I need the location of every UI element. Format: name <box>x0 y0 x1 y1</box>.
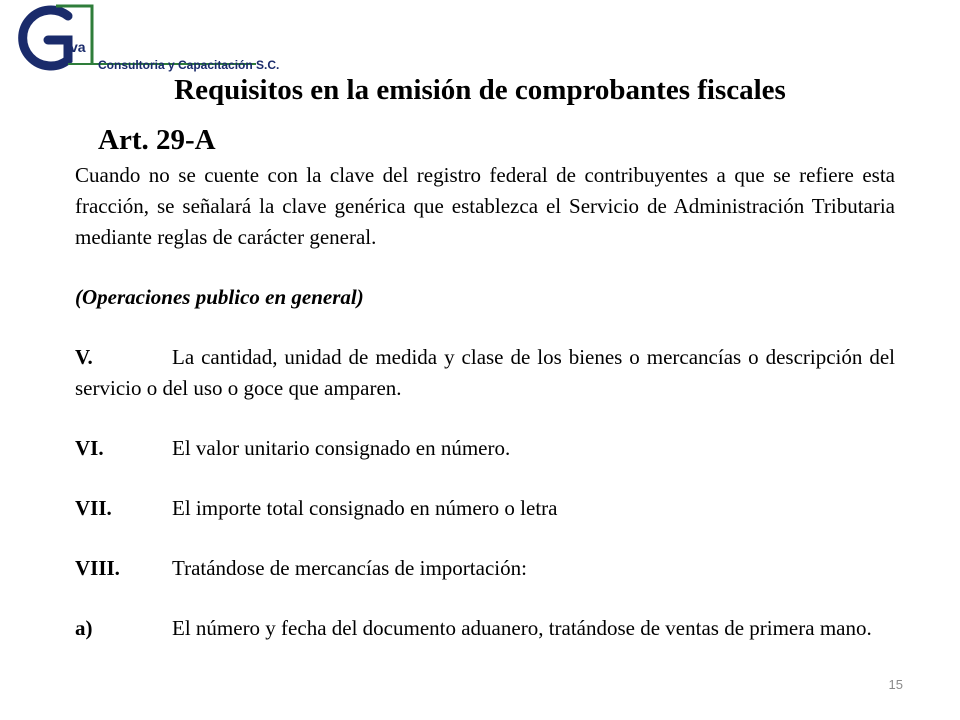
item-text: El importe total consignado en número o letra <box>172 496 558 520</box>
logo-letters: va <box>70 39 86 55</box>
item-number: VI. <box>75 436 104 460</box>
item-text: Tratándose de mercancías de importación: <box>172 556 527 580</box>
note-text: (Operaciones publico en general) <box>75 285 364 309</box>
item-viii <box>75 553 895 584</box>
item-number: a) <box>75 616 93 640</box>
item-a <box>75 613 895 644</box>
item-text: La cantidad, unidad de medida y clase de los bienes o mercancías o descripción del servicio o del uso o goce que amparen. <box>75 345 895 400</box>
slide-title: Requisitos en la emisión de comprobantes fiscales <box>174 74 786 106</box>
item-v <box>75 342 895 404</box>
item-vii <box>75 493 895 524</box>
item-text: El valor unitario consignado en número. <box>172 436 511 460</box>
company-logo <box>6 2 280 80</box>
item-number: V. <box>75 345 93 369</box>
intro-paragraph: Cuando no se cuente con la clave del registro federal de contribuyentes a que se refiere esta fracción, se señalará la clave genérica que establezca el Servicio de Administración Tributaria mediante reglas de carácter general. <box>75 163 895 249</box>
item-number: VIII. <box>75 556 120 580</box>
page-number: 15 <box>888 677 903 692</box>
item-vi <box>75 433 895 464</box>
company-name: Consultoria y Capacitación S.C. <box>98 58 280 72</box>
article-heading: Art. 29-A <box>98 124 216 156</box>
item-text: El número y fecha del documento aduanero, tratándose de ventas de primera mano. <box>172 616 872 640</box>
item-number: VII. <box>75 496 112 520</box>
slide-body <box>75 160 895 644</box>
